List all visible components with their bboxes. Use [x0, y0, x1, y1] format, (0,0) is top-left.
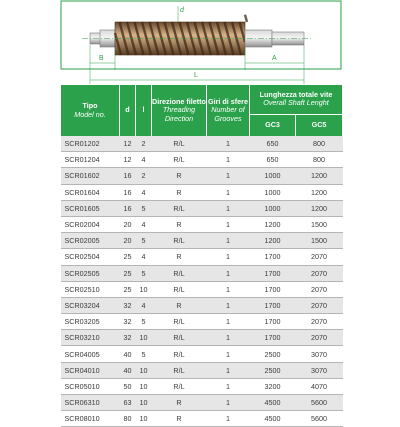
table-row	[61, 216, 343, 232]
cell-gc5: 1200	[296, 184, 343, 200]
table-row	[61, 168, 343, 184]
spec-table	[60, 85, 343, 427]
cell-gc3: 4500	[250, 395, 296, 411]
cell-d: 25	[120, 249, 136, 265]
dim-label-d: d	[180, 7, 184, 14]
cell-direction: R	[152, 395, 207, 411]
cell-model-code: SCR01204	[61, 152, 120, 168]
cell-gc3: 4500	[250, 411, 296, 427]
cell-l: 5	[136, 200, 152, 216]
cell-gc3: 1700	[250, 314, 296, 330]
cell-gc5: 2070	[296, 314, 343, 330]
cell-direction: R	[152, 168, 207, 184]
cell-gc5: 2070	[296, 330, 343, 346]
cell-gc3: 1000	[250, 184, 296, 200]
table-row	[61, 346, 343, 362]
cell-l: 5	[136, 265, 152, 281]
cell-l: 5	[136, 346, 152, 362]
cell-grooves: 1	[207, 411, 250, 427]
table-row	[61, 395, 343, 411]
cell-gc5: 800	[296, 136, 343, 152]
cell-direction: R/L	[152, 281, 207, 297]
cell-d: 50	[120, 378, 136, 394]
cell-gc5: 1200	[296, 168, 343, 184]
cell-model-code: SCR04010	[61, 362, 120, 378]
cell-d: 20	[120, 216, 136, 232]
cell-gc5: 800	[296, 152, 343, 168]
cell-grooves: 1	[207, 184, 250, 200]
cell-d: 40	[120, 362, 136, 378]
cell-gc3: 1700	[250, 330, 296, 346]
table-row	[61, 265, 343, 281]
cell-direction: R/L	[152, 265, 207, 281]
cell-direction: R/L	[152, 378, 207, 394]
cell-model-code: SCR02004	[61, 216, 120, 232]
table-row	[61, 200, 343, 216]
cell-l: 10	[136, 395, 152, 411]
table-row	[61, 330, 343, 346]
cell-direction: R/L	[152, 330, 207, 346]
cell-grooves: 1	[207, 136, 250, 152]
cell-grooves: 1	[207, 200, 250, 216]
cell-d: 80	[120, 411, 136, 427]
table-row	[61, 378, 343, 394]
cell-grooves: 1	[207, 330, 250, 346]
cell-l: 4	[136, 216, 152, 232]
cell-direction: R/L	[152, 346, 207, 362]
table-row	[61, 362, 343, 378]
cell-model-code: SCR02505	[61, 265, 120, 281]
cell-gc5: 3070	[296, 362, 343, 378]
cell-gc3: 1700	[250, 297, 296, 313]
thread-groove	[245, 15, 247, 22]
threaded-section	[115, 15, 247, 55]
cell-direction: R	[152, 216, 207, 232]
cell-gc5: 2070	[296, 265, 343, 281]
cell-l: 4	[136, 249, 152, 265]
cell-d: 25	[120, 265, 136, 281]
cell-gc5: 1500	[296, 216, 343, 232]
cell-gc5: 3070	[296, 346, 343, 362]
cell-grooves: 1	[207, 265, 250, 281]
cell-d: 32	[120, 330, 136, 346]
cell-model-code: SCR01604	[61, 184, 120, 200]
header-giri: Giri di sfere Number of Grooves	[207, 85, 250, 136]
cell-direction: R/L	[152, 362, 207, 378]
cell-model-code: SCR02510	[61, 281, 120, 297]
dim-label-b: B	[99, 55, 104, 62]
cell-direction: R	[152, 249, 207, 265]
cell-d: 16	[120, 184, 136, 200]
dim-label-a: A	[272, 55, 277, 62]
cell-gc3: 1700	[250, 281, 296, 297]
cell-gc3: 1700	[250, 249, 296, 265]
header-lunghezza: Lunghezza totale vite Overall Shaft Lenght	[250, 85, 343, 114]
cell-gc3: 2500	[250, 362, 296, 378]
cell-gc3: 1200	[250, 216, 296, 232]
shaft-drawing	[60, 0, 342, 86]
cell-grooves: 1	[207, 216, 250, 232]
cell-direction: R/L	[152, 314, 207, 330]
cell-model-code: SCR03204	[61, 297, 120, 313]
cell-direction: R	[152, 411, 207, 427]
cell-model-code: SCR02504	[61, 249, 120, 265]
cell-model-code: SCR04005	[61, 346, 120, 362]
cell-l: 2	[136, 168, 152, 184]
cell-d: 16	[120, 168, 136, 184]
table-row	[61, 184, 343, 200]
cell-gc3: 2500	[250, 346, 296, 362]
header-gc3: GC3	[250, 114, 296, 136]
cell-model-code: SCR03205	[61, 314, 120, 330]
cell-model-code: SCR05010	[61, 378, 120, 394]
cell-gc5: 1500	[296, 233, 343, 249]
cell-gc5: 1200	[296, 200, 343, 216]
cell-d: 12	[120, 136, 136, 152]
table-row	[61, 411, 343, 427]
cell-d: 12	[120, 152, 136, 168]
cell-d: 63	[120, 395, 136, 411]
header-l: l	[136, 85, 152, 136]
cell-grooves: 1	[207, 249, 250, 265]
cell-d: 32	[120, 297, 136, 313]
cell-direction: R	[152, 184, 207, 200]
cell-model-code: SCR01602	[61, 168, 120, 184]
cell-direction: R/L	[152, 136, 207, 152]
cell-gc3: 1000	[250, 168, 296, 184]
cell-gc5: 2070	[296, 281, 343, 297]
cell-l: 10	[136, 281, 152, 297]
cell-model-code: SCR06310	[61, 395, 120, 411]
cell-gc5: 4070	[296, 378, 343, 394]
cell-grooves: 1	[207, 362, 250, 378]
cell-grooves: 1	[207, 395, 250, 411]
cell-l: 5	[136, 233, 152, 249]
spec-table-body	[61, 136, 343, 427]
cell-grooves: 1	[207, 281, 250, 297]
cell-l: 2	[136, 136, 152, 152]
table-row	[61, 297, 343, 313]
cell-l: 10	[136, 411, 152, 427]
cell-l: 4	[136, 184, 152, 200]
table-row	[61, 136, 343, 152]
cell-grooves: 1	[207, 168, 250, 184]
header-d: d	[120, 85, 136, 136]
cell-gc5: 2070	[296, 297, 343, 313]
cell-gc5: 5600	[296, 395, 343, 411]
cell-grooves: 1	[207, 378, 250, 394]
cell-gc3: 650	[250, 136, 296, 152]
table-row	[61, 314, 343, 330]
cell-grooves: 1	[207, 233, 250, 249]
header-gc5: GC5	[296, 114, 343, 136]
cell-l: 5	[136, 314, 152, 330]
cell-d: 16	[120, 200, 136, 216]
header-direzione: Direzione filetto Threading Direction	[152, 85, 207, 136]
cell-grooves: 1	[207, 152, 250, 168]
table-row	[61, 233, 343, 249]
cell-gc3: 1200	[250, 233, 296, 249]
cell-gc3: 650	[250, 152, 296, 168]
cell-l: 10	[136, 362, 152, 378]
cell-model-code: SCR08010	[61, 411, 120, 427]
cell-model-code: SCR01202	[61, 136, 120, 152]
table-row	[61, 281, 343, 297]
table-row	[61, 152, 343, 168]
cell-l: 10	[136, 330, 152, 346]
cell-grooves: 1	[207, 346, 250, 362]
cell-l: 4	[136, 152, 152, 168]
cell-direction: R/L	[152, 200, 207, 216]
cell-gc3: 1700	[250, 265, 296, 281]
cell-direction: R	[152, 297, 207, 313]
cell-d: 25	[120, 281, 136, 297]
cell-d: 40	[120, 346, 136, 362]
cell-grooves: 1	[207, 297, 250, 313]
cell-grooves: 1	[207, 314, 250, 330]
cell-model-code: SCR03210	[61, 330, 120, 346]
cell-d: 32	[120, 314, 136, 330]
cell-model-code: SCR01605	[61, 200, 120, 216]
cell-l: 4	[136, 297, 152, 313]
cell-gc3: 1000	[250, 200, 296, 216]
cell-model-code: SCR02005	[61, 233, 120, 249]
cell-d: 20	[120, 233, 136, 249]
table-row	[61, 249, 343, 265]
cell-gc5: 5600	[296, 411, 343, 427]
cell-gc3: 3200	[250, 378, 296, 394]
cell-gc5: 2070	[296, 249, 343, 265]
cell-l: 10	[136, 378, 152, 394]
cell-direction: R/L	[152, 152, 207, 168]
header-tipo: Tipo Model no.	[61, 85, 120, 136]
cell-direction: R/L	[152, 233, 207, 249]
dim-label-l: L	[194, 72, 198, 79]
